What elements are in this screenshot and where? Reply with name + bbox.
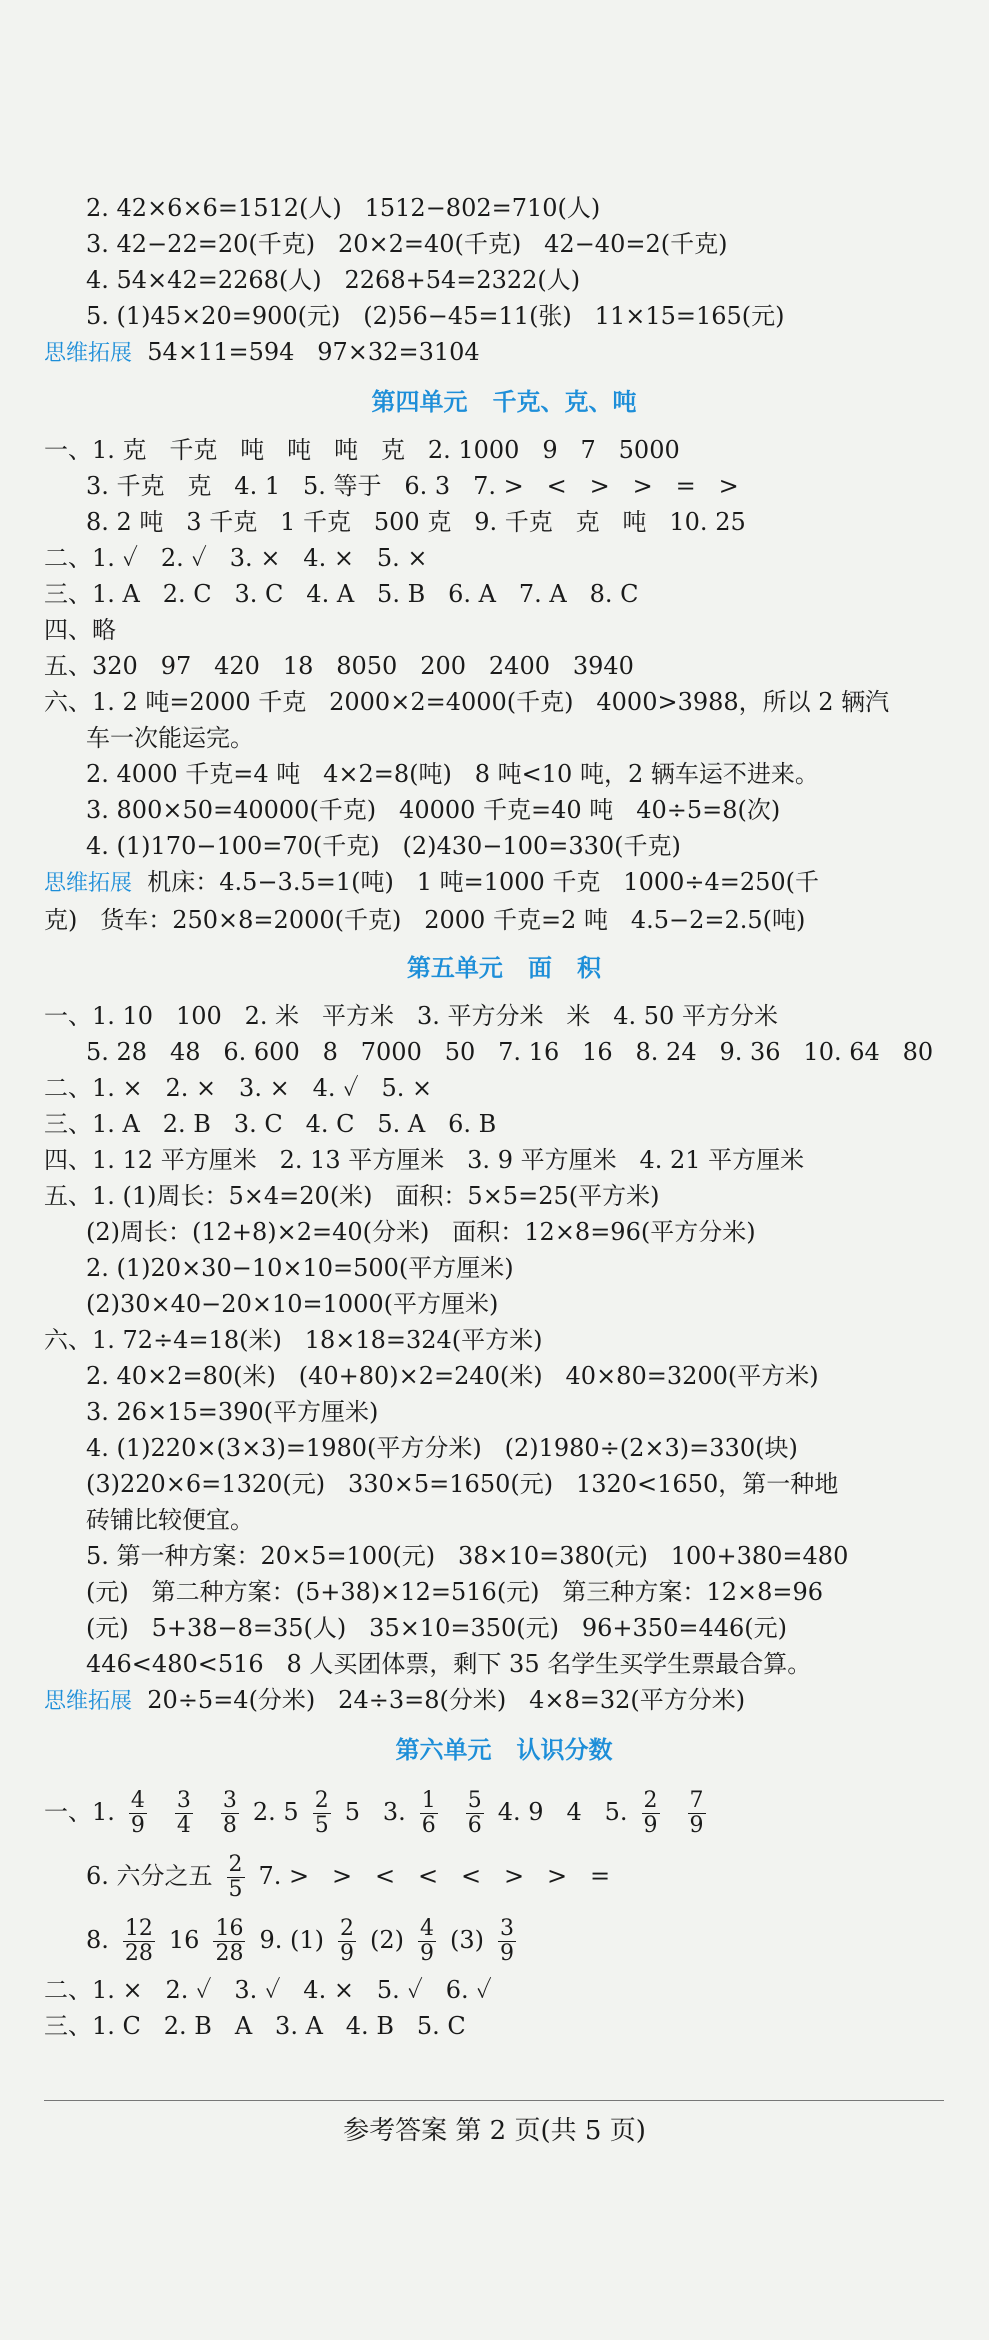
u6-q1-row [44,1780,964,1844]
denominator: 28 [124,1941,153,1966]
u5-thinking-row [44,1682,964,1720]
unit5-title: 第五单元 面 积 [406,954,602,982]
u4-line: 3. 800×50=40000(千克) 40000 千克=40 吨 40÷5=8(次) [86,796,781,824]
fraction [642,1789,660,1838]
denominator: 9 [419,1941,434,1966]
fraction [129,1789,147,1838]
u5-line: 446<480<516 8 人买团体票，剩下 35 名学生买学生票最合算。 [86,1650,812,1678]
u4-line: 车一次能运完。 [86,724,254,752]
u5-line: (元) 5+38−8=35(人) 35×10=350(元) 96+350=446(元) [86,1614,787,1642]
u5-line: (3)220×6=1320(元) 330×5=1650(元) 1320<1650，第一种地 [86,1470,839,1498]
thinking-text: 20÷5=4(分米) 24÷3=8(分米) 4×8=32(平方分米) [132,1686,746,1714]
thinking-label: 思维拓展 [44,871,133,896]
u5-line: 六、1. 72÷4=18(米) 18×18=324(平方米) [44,1326,543,1354]
denominator: 9 [643,1813,658,1838]
unit6-title: 第六单元 认识分数 [395,1736,613,1764]
answer-text: 2. 5 [252,1798,299,1826]
fraction [213,1917,245,1966]
denominator: 9 [689,1813,704,1838]
fraction [313,1789,331,1838]
u4-line: 4. (1)170−100=70(千克) (2)430−100=330(千克) [86,832,681,860]
answer-content [44,190,964,2044]
page-footer: 参考答案 第 2 页(共 5 页) [343,2116,646,2146]
fraction [123,1917,155,1966]
u5-line: 5. 28 48 6. 600 8 7000 50 7. 16 16 8. 24 9. 36 10. 64 80 [86,1038,934,1066]
numerator: 4 [419,1916,434,1941]
denominator: 6 [421,1813,436,1838]
u4-line: 8. 2 吨 3 千克 1 千克 500 克 9. 千克 克 吨 10. 25 [86,508,746,536]
u3-line: 2. 42×6×6=1512(人) 1512−802=710(人) [86,194,601,222]
denominator: 4 [176,1813,191,1838]
answer-text: 5. [604,1798,628,1826]
u4-line: 六、1. 2 吨=2000 千克 2000×2=4000(千克) 4000>3988，所以 2 辆汽 [44,688,890,716]
denominator: 5 [228,1877,243,1902]
u5-line: 3. 26×15=390(平方厘米) [86,1398,379,1426]
u6-q6-row [44,1844,964,1908]
u5-line: 一、1. 10 100 2. 米 平方米 3. 平方分米 米 4. 50 平方分米 [44,1002,778,1030]
u5-line: 三、1. A 2. B 3. C 4. C 5. A 6. B [44,1110,497,1138]
u4-thinking-row [44,864,964,902]
thinking-text: 机床：4.5−3.5=1(吨) 1 吨=1000 千克 1000÷4=250(千 [132,868,820,896]
u5-line: 四、1. 12 平方厘米 2. 13 平方厘米 3. 9 平方厘米 4. 21 平方厘米 [44,1146,805,1174]
u5-line: 二、1. × 2. × 3. × 4. ✓ 5. × [44,1074,433,1102]
unit4-title: 第四单元 千克、克、吨 [371,388,637,416]
thinking-label: 思维拓展 [44,341,133,366]
u5-line: (2)30×40−20×10=1000(平方厘米) [86,1290,499,1318]
answer-text: 6. 六分之五 [86,1862,213,1890]
numerator: 4 [130,1788,145,1813]
numerator: 1 [421,1788,436,1813]
numerator: 5 [467,1788,482,1813]
u5-line: (2)周长：(12+8)×2=40(分米) 面积：12×8=96(平方分米) [86,1218,756,1246]
numerator: 12 [124,1916,153,1941]
numerator: 16 [215,1916,244,1941]
fraction [175,1789,193,1838]
denominator: 5 [314,1813,329,1838]
numerator: 7 [689,1788,704,1813]
thinking-text: 54×11=594 97×32=3104 [132,338,480,366]
u6-line: 二、1. × 2. ✓ 3. ✓ 4. × 5. ✓ 6. ✓ [44,1976,492,2004]
answer-text: 9. (1) [259,1926,324,1954]
question-number: 一、1. [44,1798,115,1826]
u4-line: 四、略 [44,616,116,644]
numerator: 3 [499,1916,514,1941]
u3-thinking-row [44,334,964,372]
answer-text: 16 [168,1926,200,1954]
answer-text: 8. [86,1926,109,1954]
u5-line: 2. 40×2=80(米) (40+80)×2=240(米) 40×80=3200(平方米) [86,1362,819,1390]
denominator: 28 [215,1941,244,1966]
numerator: 3 [222,1788,237,1813]
numerator: 2 [339,1916,354,1941]
fraction [227,1853,245,1902]
u5-line: (元) 第二种方案：(5+38)×12=516(元) 第三种方案：12×8=96 [86,1578,824,1606]
u3-line: 3. 42−22=20(千克) 20×2=40(千克) 42−40=2(千克) [86,230,728,258]
answer-text: 5 [344,1798,360,1826]
answer-text: (3) [449,1926,484,1954]
u5-line: 4. (1)220×(3×3)=1980(平方分米) (2)1980÷(2×3)=330(块) [86,1434,798,1462]
numerator: 3 [176,1788,191,1813]
u4-line: 2. 4000 千克=4 吨 4×2=8(吨) 8 吨<10 吨，2 辆车运不进来。 [86,760,819,788]
fraction [498,1917,516,1966]
u6-line: 三、1. C 2. B A 3. A 4. B 5. C [44,2012,466,2040]
answer-text: 4. 9 4 [497,1798,582,1826]
u4-line: 三、1. A 2. C 3. C 4. A 5. B 6. A 7. A 8. C [44,580,639,608]
u4-line: 3. 千克 克 4. 1 5. 等于 6. 3 7. > < > > = > [86,472,739,500]
answer-text: 7. > > < < < > > = [258,1862,611,1890]
u3-line: 4. 54×42=2268(人) 2268+54=2322(人) [86,266,581,294]
numerator: 2 [314,1788,329,1813]
fraction [418,1917,436,1966]
u4-line: 五、320 97 420 18 8050 200 2400 3940 [44,652,634,680]
u5-line: 5. 第一种方案：20×5=100(元) 38×10=380(元) 100+380=480 [86,1542,849,1570]
u5-line: 2. (1)20×30−10×10=500(平方厘米) [86,1254,514,1282]
u4-line: 一、1. 克 千克 吨 吨 吨 克 2. 1000 9 7 5000 [44,436,680,464]
u4-line: 克) 货车：250×8=2000(千克) 2000 千克=2 吨 4.5−2=2.5(吨) [44,906,806,934]
fraction [420,1789,438,1838]
fraction [466,1789,484,1838]
denominator: 9 [499,1941,514,1966]
u5-line: 五、1. (1)周长：5×4=20(米) 面积：5×5=25(平方米) [44,1182,660,1210]
denominator: 6 [467,1813,482,1838]
numerator: 2 [228,1852,243,1877]
answer-text: 3. [382,1798,406,1826]
u5-line: 砖铺比较便宜。 [86,1506,254,1534]
u3-line: 5. (1)45×20=900(元) (2)56−45=11(张) 11×15=165(元) [86,302,785,330]
fraction [688,1789,706,1838]
fraction [338,1917,356,1966]
u4-line: 二、1. ✓ 2. ✓ 3. × 4. × 5. × [44,544,428,572]
numerator: 2 [643,1788,658,1813]
denominator: 9 [130,1813,145,1838]
footer-divider [44,2100,944,2101]
denominator: 8 [222,1813,237,1838]
fraction [221,1789,239,1838]
thinking-label: 思维拓展 [44,1689,133,1714]
u6-q8-row [44,1908,964,1972]
answer-text: (2) [369,1926,404,1954]
denominator: 9 [339,1941,354,1966]
